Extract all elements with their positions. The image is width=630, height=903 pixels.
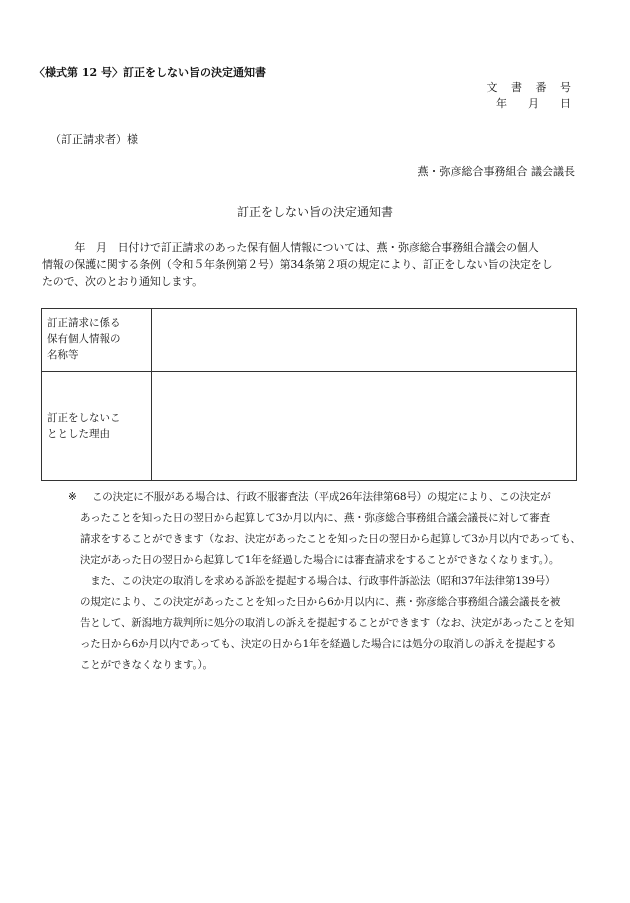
note-paragraph: また、この決定の取消しを求める訴訟を提起する場合は、行政事件訴訟法（昭和37年法律第139号） の規定により、この決定があったことを知った日から6か月以内に、燕・弥彦総合事務組合議会議長を被 告として、新潟地方裁判所に処分の取消しの訴えを提起することができます（なお、決定があったことを知 った日から6か月以内であっても、決定の日から1年を経過した場合には処分の取消しの訴えを提起する ことができなくなります。）。	[80, 575, 575, 671]
table-header-cell: 訂正請求に係る 保有個人情報の 名称等	[42, 309, 152, 372]
document-title: 訂正をしない旨の決定通知書	[236, 205, 393, 219]
note-mark: ※	[68, 491, 77, 503]
detail-table	[41, 308, 577, 481]
table-header-cell: 訂正をしないこ ととした理由	[42, 372, 152, 481]
form-label: 〈様式第 12 号〉訂正をしない旨の決定通知書	[34, 66, 266, 79]
table-row	[42, 372, 577, 481]
table-row	[42, 309, 577, 372]
date-label: 年 月 日	[496, 97, 576, 110]
note-paragraph: この決定に不服がある場合は、行政不服審査法（平成26年法律第68号）の規定により、この決定が あったことを知った日の翌日から起算して3か月以内に、燕・弥彦総合事務組合議会議長に対して審査 請求をすることができます（なお、決定があったことを知った日の翌日から起算して3か月以内であっても、 決定があった日の翌日から起算して1年を経過した場合には審査請求をすることができなくなります。）。	[80, 491, 581, 566]
note-section	[68, 487, 588, 676]
sender: 燕・弥彦総合事務組合 議会議長	[417, 165, 575, 178]
addressee: （訂正請求者）様	[50, 133, 138, 146]
table-value-cell	[152, 309, 577, 372]
document-number-label: 文 書 番 号	[486, 81, 576, 94]
table-value-cell	[152, 372, 577, 481]
intro-paragraph: 年 月 日付けで訂正請求のあった保有個人情報については、燕・弥彦総合事務組合議会の個人 情報の保護に関する条例（令和５年条例第２号）第34条第２項の規定により、訂正をしない旨の決定をし たので、次のとおり通知します。	[42, 241, 553, 288]
document-number-block	[487, 80, 577, 112]
